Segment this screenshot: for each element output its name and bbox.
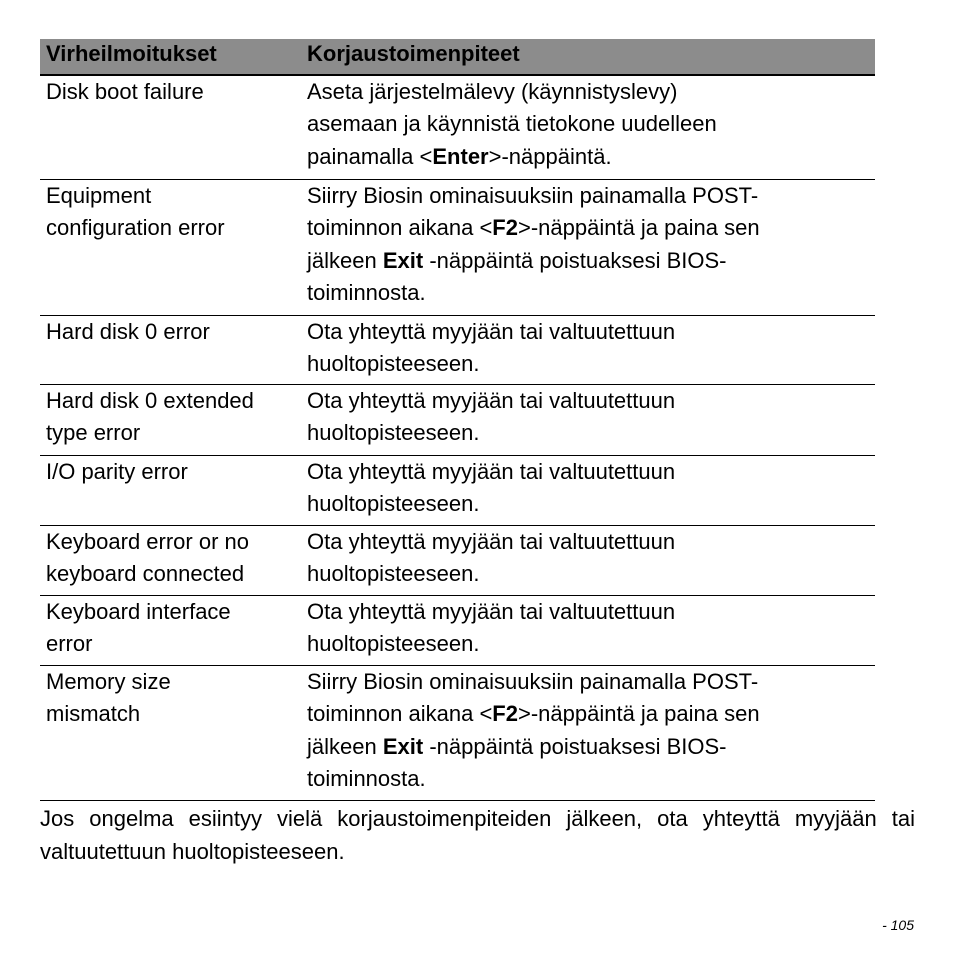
fix-cell: Aseta järjestelmälevy (käynnistyslevy) asemaan ja käynnistä tietokone uudelleen painamalla <Enter>-näppäintä.: [307, 79, 717, 169]
page-number: - 105: [882, 917, 914, 933]
table-header: [40, 39, 875, 76]
error-cell: I/O parity error: [46, 459, 188, 484]
table-row: [40, 316, 875, 385]
table-row: [40, 76, 875, 180]
table-row: [40, 526, 875, 596]
fix-cell: Ota yhteyttä myyjään tai valtuutettuun huoltopisteeseen.: [307, 529, 676, 587]
fix-cell: Ota yhteyttä myyjään tai valtuutettuun huoltopisteeseen.: [307, 319, 676, 377]
error-cell: Hard disk 0 extended type error: [46, 388, 254, 446]
error-cell: Keyboard error or no keyboard connected: [46, 529, 249, 587]
header-error-messages: Virheilmoitukset: [46, 41, 217, 66]
fix-cell: Ota yhteyttä myyjään tai valtuutettuun huoltopisteeseen.: [307, 459, 676, 517]
fix-cell: Siirry Biosin ominaisuuksiin painamalla POST- toiminnon aikana <F2>-näppäintä ja paina sen jälkeen Exit -näppäintä poistuaksesi BIOS- toiminnosta.: [307, 669, 760, 792]
error-table: [40, 39, 875, 801]
footnote-paragraph: Jos ongelma esiintyy vielä korjaustoimenpiteiden jälkeen, ota yhteyttä myyjään tai valtuutettuun huoltopisteeseen.: [40, 806, 915, 864]
fix-cell: Ota yhteyttä myyjään tai valtuutettuun huoltopisteeseen.: [307, 388, 676, 446]
error-cell: Disk boot failure: [46, 79, 204, 104]
error-cell: Keyboard interface error: [46, 599, 231, 657]
error-cell: Memory size mismatch: [46, 669, 171, 727]
fix-cell: Ota yhteyttä myyjään tai valtuutettuun huoltopisteeseen.: [307, 599, 676, 657]
table-row: [40, 180, 875, 316]
table-row: [40, 666, 875, 801]
error-cell: Equipment configuration error: [46, 183, 225, 241]
fix-cell: Siirry Biosin ominaisuuksiin painamalla POST- toiminnon aikana <F2>-näppäintä ja paina sen jälkeen Exit -näppäintä poistuaksesi BIOS- toiminnosta.: [307, 183, 760, 306]
table-row: [40, 596, 875, 666]
header-corrective-actions: Korjaustoimenpiteet: [307, 41, 520, 66]
error-cell: Hard disk 0 error: [46, 319, 210, 344]
table-row: [40, 456, 875, 526]
table-row: [40, 385, 875, 456]
